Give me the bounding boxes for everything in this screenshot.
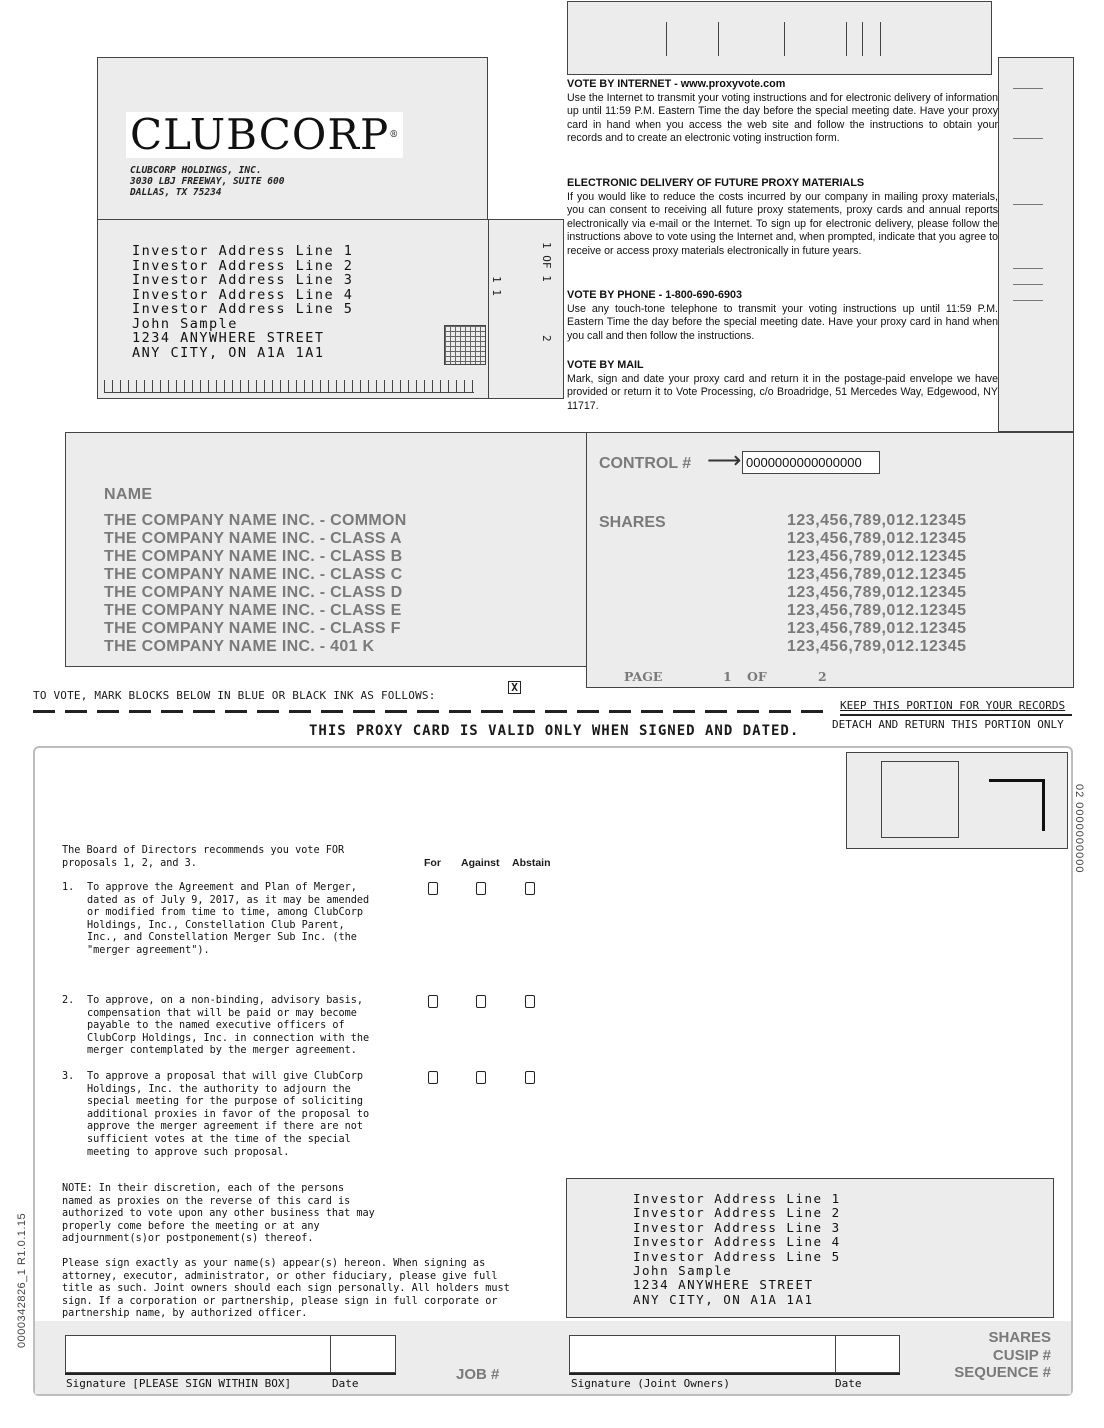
proposal-text: or modified from time to time, among ClubCorp [87,907,364,919]
proposal-text: To approve a proposal that will give ClubCorp [87,1071,364,1082]
share-value: 123,456,789,012.12345 [787,530,967,547]
investor-address-line: Investor Address Line 5 [132,301,354,317]
date-label: Date [332,1377,359,1390]
company-address-line: CLUBCORP HOLDINGS, INC. [130,165,262,176]
note-line: authorized to vote upon any other business that may [62,1208,375,1220]
corner-mark [989,779,1045,782]
proposal-2-against-checkbox[interactable] [476,995,486,1008]
scan-square [881,761,959,838]
recommendation-line: The Board of Directors recommends you vote FOR [62,845,345,856]
share-value: 123,456,789,012.12345 [787,512,967,529]
investor-name: John Sample [633,1263,733,1278]
investor-street: 1234 ANYWHERE STREET [132,330,325,346]
investor-city: ANY CITY, ON A1A 1A1 [633,1291,814,1307]
page-count-code: 1 OF 1 [540,242,553,282]
proposal-text: payable to the named executive officers of [87,1020,345,1032]
scan-marks-box [846,752,1068,849]
edelivery-heading: ELECTRONIC DELIVERY OF FUTURE PROXY MATERIALS [567,177,865,189]
signing-instruction: attorney, executor, administrator, or other fiduciary, please give full [62,1270,498,1282]
joint-date-label: Date [835,1377,862,1390]
holding-name: THE COMPANY NAME INC. - CLASS F [104,620,401,637]
holding-name: THE COMPANY NAME INC. - CLASS B [104,548,403,565]
proposal-text: special meeting for the purpose of soliciting [87,1096,364,1108]
investor-address-line: Investor Address Line 3 [633,1219,841,1235]
proposal-text: To approve the Agreement and Plan of Merger, [87,882,357,893]
share-value: 123,456,789,012.12345 [787,584,967,601]
sequence-label: SEQUENCE # [954,1364,1051,1381]
proposal-text: merger contemplated by the merger agreement. [87,1045,357,1057]
proposal-text: approve the merger agreement if there are not [87,1121,364,1133]
registration-grid [444,325,486,365]
page-of: OF [747,669,767,684]
column-abstain: Abstain [512,857,551,869]
holding-name: THE COMPANY NAME INC. - CLASS A [104,530,402,547]
keep-portion-note: KEEP THIS PORTION FOR YOUR RECORDS [840,699,1066,712]
detach-note: DETACH AND RETURN THIS PORTION ONLY [832,718,1064,731]
proposal-2-for-checkbox[interactable] [428,995,438,1008]
signing-instruction: title as such. Joint owners should each sign personally. All holders must [62,1283,510,1295]
note-line: NOTE: In their discretion, each of the persons [62,1183,345,1194]
control-shares-panel [586,432,1074,688]
barcode-bar [862,22,863,56]
proposal-text: additional proxies in favor of the proposal to [87,1108,370,1120]
recommendation-line: proposals 1, 2, and 3. [62,857,197,869]
investor-address-line: Investor Address Line 4 [132,286,354,303]
control-label: CONTROL # [599,455,692,472]
proposal-text: Holdings, Inc., Constellation Club Parent, [87,919,345,931]
proposal-number: 3. [62,1071,75,1082]
signing-instruction: Please sign exactly as your name(s) appear(s) hereon. When signing as [62,1258,486,1269]
divider [840,714,1072,716]
note-line: adjournment(s)or postponement(s) thereof. [62,1233,314,1245]
signature-label: Signature [PLEASE SIGN WITHIN BOX] [66,1377,292,1390]
investor-address-line: Investor Address Line 4 [633,1234,841,1250]
vote-phone-section [567,289,998,343]
proposal-text: To approve, on a non-binding, advisory basis, [87,995,364,1006]
arrow-icon: ⟶ [707,447,742,474]
proposal-text: Holdings, Inc. the authority to adjourn the [87,1083,351,1095]
barcode-strip [567,1,992,75]
share-value: 123,456,789,012.12345 [787,566,967,583]
vote-phone-text: Use any touch-tone telephone to transmit your voting instructions up until 11:59 P.M. Eastern Time the day before the special meeting date. Have your proxy card in hand when you call and then follow the instructions. [567,302,998,342]
cusip-label: CUSIP # [992,1347,1051,1364]
investor-address-line: Investor Address Line 2 [132,257,354,274]
barcode-bar [784,22,785,56]
joint-date-box[interactable] [835,1335,900,1373]
shares-label: SHARES [599,514,666,531]
vote-mail-heading: VOTE BY MAIL [567,359,644,371]
investor-address-line: Investor Address Line 1 [132,243,354,259]
joint-signature-box[interactable] [569,1335,836,1373]
vote-mail-text: Mark, sign and date your proxy card and return it in the postage-paid envelope we have provided or return it to Vote Processing, c/o Broadridge, 51 Mercedes Way, Edgewood, NY 11717. [567,372,998,412]
column-for: For [424,857,441,869]
note-line: properly come before the meeting or at any [62,1220,320,1232]
mailing-marks-strip [998,57,1074,432]
postal-ruler [104,380,474,393]
joint-signature-label: Signature (Joint Owners) [571,1377,730,1390]
proposal-text: Inc., and Constellation Merger Sub Inc. (the [87,932,357,944]
barcode-bar [666,22,667,56]
edelivery-text: If you would like to reduce the costs incurred by our company in mailing proxy materials, you can consent to receiving all future proxy statements, proxy cards and annual reports electronically via e-mail or the Internet. To sign up for electronic delivery, please follow the instructions above to vote using the Internet and, when prompted, indicate that you agree to receive or access proxy materials electronically in future years. [567,190,998,257]
valid-notice: THIS PROXY CARD IS VALID ONLY WHEN SIGNED AND DATED. [309,723,800,739]
column-against: Against [461,857,500,869]
holding-name: THE COMPANY NAME INC. - 401 K [104,638,375,655]
divider [65,1373,396,1375]
name-label: NAME [104,486,153,503]
proposal-3-abstain-checkbox[interactable] [525,1071,535,1084]
share-value: 123,456,789,012.12345 [787,602,967,619]
proposal-text: sufficient votes at the time of the special [87,1134,351,1145]
page-label: PAGE [624,669,663,684]
holding-name: THE COMPANY NAME INC. - CLASS C [104,566,403,583]
holding-name: THE COMPANY NAME INC. - COMMON [104,512,407,529]
company-address-line: DALLAS, TX 75234 [130,187,222,198]
vote-internet-heading: VOTE BY INTERNET - www.proxyvote.com [567,78,786,90]
proposal-1-against-checkbox[interactable] [476,882,486,895]
shares-label: SHARES [988,1329,1051,1346]
investor-street: 1234 ANYWHERE STREET [633,1277,814,1293]
signing-instruction: sign. If a corporation or partnership, please sign in full corporate or [62,1295,498,1307]
divider [488,220,489,398]
sequence-code: 1 1 [490,276,503,296]
barcode-bar [718,22,719,56]
investor-address-line: Investor Address Line 3 [132,272,354,288]
investor-address-line: Investor Address Line 2 [633,1205,841,1221]
holding-name: THE COMPANY NAME INC. - CLASS E [104,602,402,619]
investor-address-line: Investor Address Line 1 [633,1191,841,1206]
note-line: named as proxies on the reverse of this card is [62,1195,351,1207]
sequence-code: 2 [540,335,553,342]
company-logo: CLUBCORP® [126,112,403,158]
investor-city: ANY CITY, ON A1A 1A1 [132,344,325,361]
card-investor-address [566,1178,1054,1318]
company-address-line: 3030 LBJ FREEWAY, SUITE 600 [130,176,285,187]
vote-internet-text: Use the Internet to transmit your voting instructions and for electronic delivery of information up until 11:59 P.M. Eastern Time the day before the special meeting date. Have your proxy card in hand when you access the web site and follow the instructions to obtain your records and to create an electronic voting instruction form. [567,91,998,145]
proposal-1-for-checkbox[interactable] [428,882,438,895]
proposal-number: 1. [62,882,75,893]
proposal-text: dated as of July 9, 2017, as it may be amended [87,894,370,906]
barcode-bar [846,22,847,56]
vote-phone-heading: VOTE BY PHONE - 1-800-690-6903 [567,289,743,301]
card-side-code: 02 0000000000 [1073,784,1085,874]
proposal-number: 2. [62,995,75,1006]
proposal-text: "merger agreement"). [87,945,210,956]
edelivery-section [567,177,998,259]
proposal-text: meeting to approve such proposal. [87,1146,290,1158]
vote-internet-section [567,78,998,146]
investor-name: John Sample [132,315,238,332]
divider [569,1373,900,1375]
proposal-2-abstain-checkbox[interactable] [525,995,535,1008]
corner-mark [1042,779,1045,831]
example-mark-icon: X [508,681,521,694]
date-box[interactable] [330,1335,396,1373]
company-header [97,57,488,220]
holdings-names-panel [65,432,587,667]
investor-address-line: Investor Address Line 5 [633,1248,841,1264]
proposal-1-abstain-checkbox[interactable] [525,882,535,895]
proposal-text: compensation that will be paid or may become [87,1007,357,1019]
detach-line [33,710,833,713]
share-value: 123,456,789,012.12345 [787,638,967,655]
job-number-label: JOB # [456,1366,500,1383]
vote-mail-section [567,359,998,413]
proposal-text: ClubCorp Holdings, Inc. in connection with the [87,1032,370,1044]
signature-box[interactable] [65,1335,331,1373]
proposal-3-for-checkbox[interactable] [428,1071,438,1084]
investor-address-block [97,219,564,399]
proposal-3-against-checkbox[interactable] [476,1071,486,1084]
signing-instruction: partnership name, by authorized officer. [62,1308,308,1320]
holding-name: THE COMPANY NAME INC. - CLASS D [104,584,403,601]
card-left-code: 0000342826_1 R1.0.1.15 [16,1212,28,1348]
control-number: 0000000000000000 [742,451,880,474]
barcode-bar [880,22,881,56]
page-total: 2 [818,669,827,684]
page-number: 1 [723,669,732,684]
mark-instructions: TO VOTE, MARK BLOCKS BELOW IN BLUE OR BLACK INK AS FOLLOWS: [33,689,436,702]
share-value: 123,456,789,012.12345 [787,548,967,565]
share-value: 123,456,789,012.12345 [787,620,967,637]
